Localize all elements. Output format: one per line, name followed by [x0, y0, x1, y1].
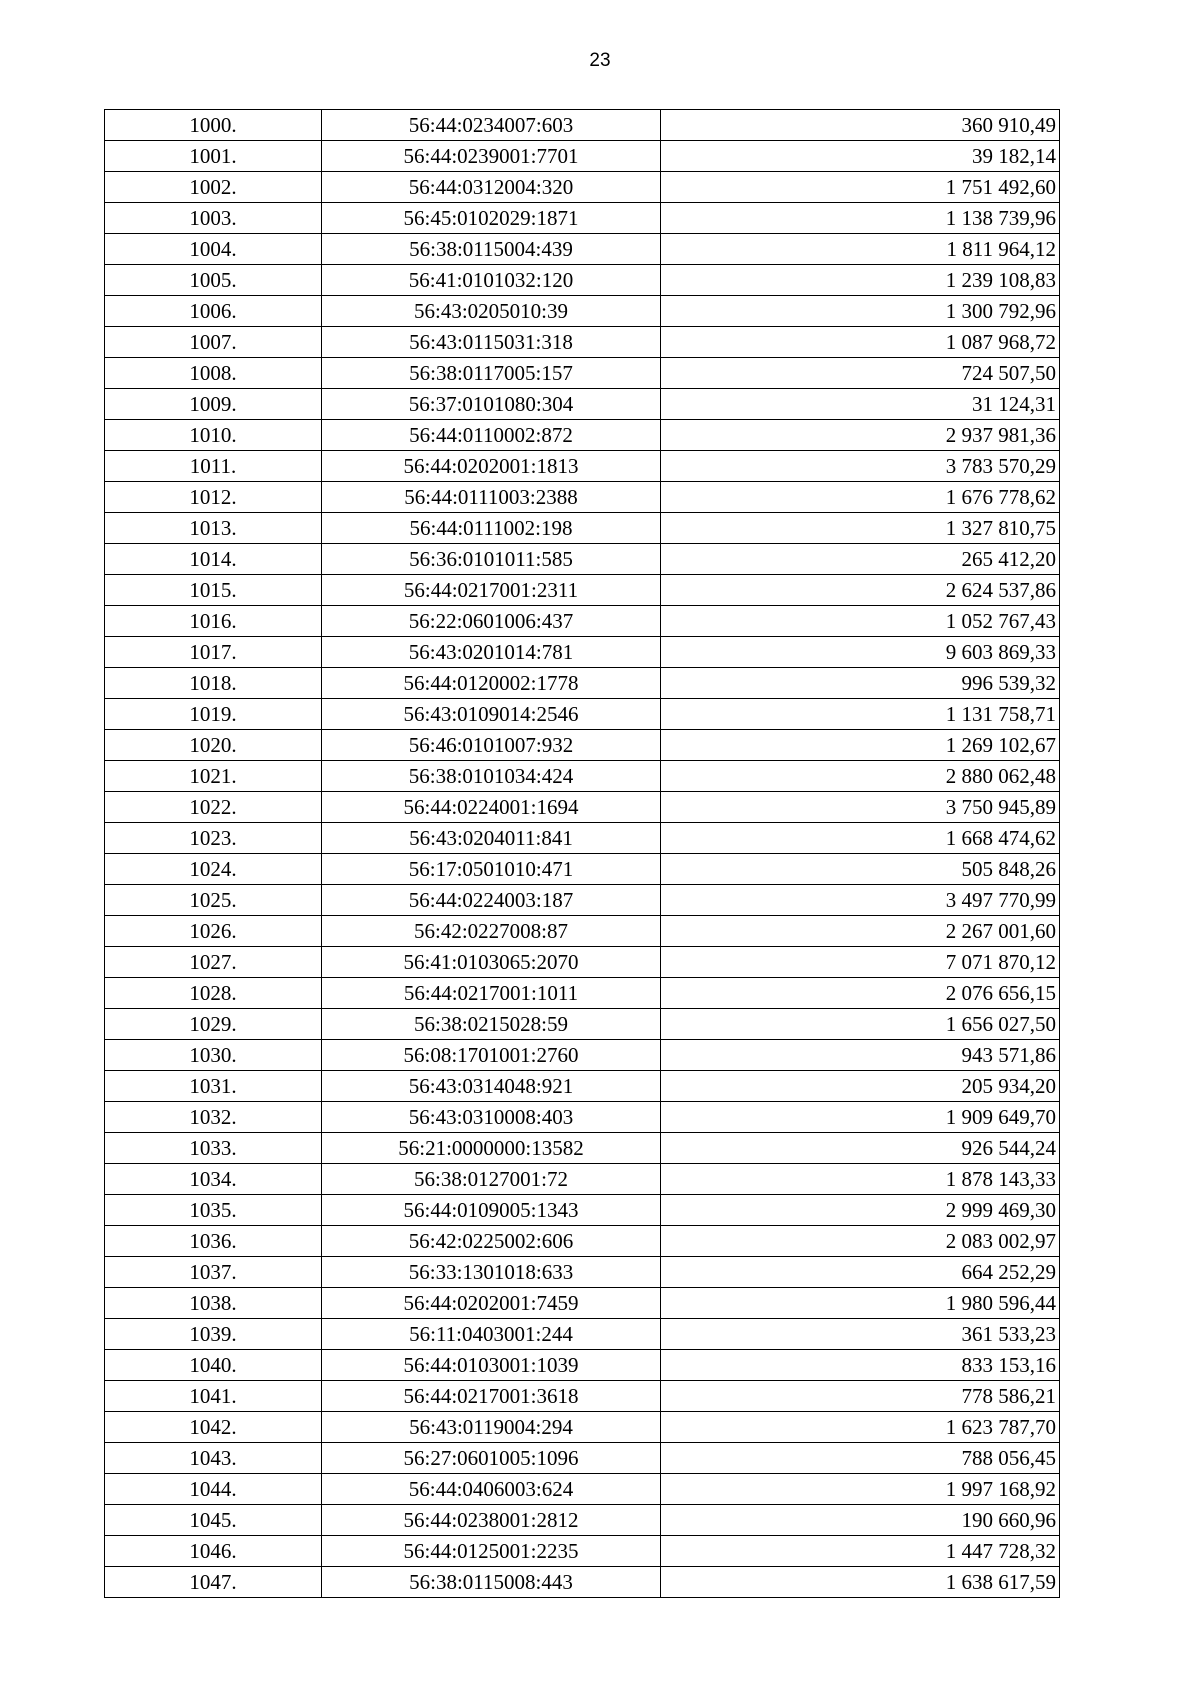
table-row — [105, 296, 1060, 327]
row-number-cell: 1029. — [105, 1009, 322, 1040]
row-number-cell: 1023. — [105, 823, 322, 854]
table-row — [105, 141, 1060, 172]
cadastral-value-cell: 3 497 770,99 — [661, 885, 1060, 916]
cadastral-value-cell: 996 539,32 — [661, 668, 1060, 699]
cadastral-value-cell: 1 980 596,44 — [661, 1288, 1060, 1319]
cadastral-number-cell: 56:17:0501010:471 — [322, 854, 661, 885]
table-row — [105, 730, 1060, 761]
table-row — [105, 1040, 1060, 1071]
row-number-cell: 1022. — [105, 792, 322, 823]
table-row — [105, 761, 1060, 792]
row-number-cell: 1020. — [105, 730, 322, 761]
cadastral-value-cell: 265 412,20 — [661, 544, 1060, 575]
cadastral-value-cell: 1 811 964,12 — [661, 234, 1060, 265]
cadastral-value-cell: 360 910,49 — [661, 110, 1060, 141]
table-row — [105, 1257, 1060, 1288]
row-number-cell: 1003. — [105, 203, 322, 234]
cadastral-number-cell: 56:43:0314048:921 — [322, 1071, 661, 1102]
cadastral-value-cell: 1 909 649,70 — [661, 1102, 1060, 1133]
cadastral-value-cell: 1 447 728,32 — [661, 1536, 1060, 1567]
cadastral-number-cell: 56:08:1701001:2760 — [322, 1040, 661, 1071]
cadastral-value-cell: 2 083 002,97 — [661, 1226, 1060, 1257]
cadastral-value-cell: 3 750 945,89 — [661, 792, 1060, 823]
cadastral-value-cell: 1 676 778,62 — [661, 482, 1060, 513]
cadastral-value-cell: 1 131 758,71 — [661, 699, 1060, 730]
table-row — [105, 606, 1060, 637]
cadastral-number-cell: 56:42:0227008:87 — [322, 916, 661, 947]
row-number-cell: 1006. — [105, 296, 322, 327]
cadastral-number-cell: 56:36:0101011:585 — [322, 544, 661, 575]
row-number-cell: 1045. — [105, 1505, 322, 1536]
cadastral-value-cell: 788 056,45 — [661, 1443, 1060, 1474]
row-number-cell: 1037. — [105, 1257, 322, 1288]
table-row — [105, 513, 1060, 544]
table-row — [105, 792, 1060, 823]
cadastral-number-cell: 56:45:0102029:1871 — [322, 203, 661, 234]
cadastral-number-cell: 56:44:0110002:872 — [322, 420, 661, 451]
cadastral-value-cell: 2 267 001,60 — [661, 916, 1060, 947]
row-number-cell: 1032. — [105, 1102, 322, 1133]
cadastral-number-cell: 56:38:0127001:72 — [322, 1164, 661, 1195]
table-row — [105, 1288, 1060, 1319]
row-number-cell: 1046. — [105, 1536, 322, 1567]
cadastral-value-cell: 1 878 143,33 — [661, 1164, 1060, 1195]
cadastral-number-cell: 56:44:0217001:2311 — [322, 575, 661, 606]
row-number-cell: 1001. — [105, 141, 322, 172]
row-number-cell: 1009. — [105, 389, 322, 420]
cadastral-number-cell: 56:42:0225002:606 — [322, 1226, 661, 1257]
row-number-cell: 1011. — [105, 451, 322, 482]
row-number-cell: 1028. — [105, 978, 322, 1009]
row-number-cell: 1035. — [105, 1195, 322, 1226]
table-row — [105, 1350, 1060, 1381]
row-number-cell: 1039. — [105, 1319, 322, 1350]
table-row — [105, 1505, 1060, 1536]
cadastral-number-cell: 56:44:0312004:320 — [322, 172, 661, 203]
row-number-cell: 1041. — [105, 1381, 322, 1412]
cadastral-value-cell: 9 603 869,33 — [661, 637, 1060, 668]
row-number-cell: 1013. — [105, 513, 322, 544]
row-number-cell: 1002. — [105, 172, 322, 203]
cadastral-value-cell: 1 668 474,62 — [661, 823, 1060, 854]
table-row — [105, 823, 1060, 854]
row-number-cell: 1025. — [105, 885, 322, 916]
cadastral-value-cell: 833 153,16 — [661, 1350, 1060, 1381]
cadastral-value-cell: 943 571,86 — [661, 1040, 1060, 1071]
cadastral-number-cell: 56:22:0601006:437 — [322, 606, 661, 637]
cadastral-value-cell: 3 783 570,29 — [661, 451, 1060, 482]
row-number-cell: 1034. — [105, 1164, 322, 1195]
cadastral-number-cell: 56:44:0103001:1039 — [322, 1350, 661, 1381]
cadastral-number-cell: 56:44:0238001:2812 — [322, 1505, 661, 1536]
table-row — [105, 1443, 1060, 1474]
cadastral-number-cell: 56:44:0109005:1343 — [322, 1195, 661, 1226]
cadastral-number-cell: 56:43:0204011:841 — [322, 823, 661, 854]
cadastral-number-cell: 56:44:0234007:603 — [322, 110, 661, 141]
row-number-cell: 1043. — [105, 1443, 322, 1474]
row-number-cell: 1010. — [105, 420, 322, 451]
cadastral-number-cell: 56:44:0202001:7459 — [322, 1288, 661, 1319]
row-number-cell: 1036. — [105, 1226, 322, 1257]
page-number: 23 — [589, 50, 611, 71]
cadastral-number-cell: 56:44:0120002:1778 — [322, 668, 661, 699]
cadastral-number-cell: 56:41:0101032:120 — [322, 265, 661, 296]
table-row — [105, 1319, 1060, 1350]
table-row — [105, 110, 1060, 141]
cadastral-value-cell: 1 751 492,60 — [661, 172, 1060, 203]
cadastral-number-cell: 56:44:0224003:187 — [322, 885, 661, 916]
table-row — [105, 203, 1060, 234]
cadastral-number-cell: 56:46:0101007:932 — [322, 730, 661, 761]
cadastral-value-cell: 1 997 168,92 — [661, 1474, 1060, 1505]
table-row — [105, 637, 1060, 668]
table-row — [105, 451, 1060, 482]
cadastral-value-cell: 2 076 656,15 — [661, 978, 1060, 1009]
cadastral-number-cell: 56:27:0601005:1096 — [322, 1443, 661, 1474]
cadastral-value-cell: 1 052 767,43 — [661, 606, 1060, 637]
cadastral-number-cell: 56:44:0111002:198 — [322, 513, 661, 544]
table-row — [105, 1164, 1060, 1195]
cadastral-number-cell: 56:44:0406003:624 — [322, 1474, 661, 1505]
cadastral-number-cell: 56:41:0103065:2070 — [322, 947, 661, 978]
row-number-cell: 1040. — [105, 1350, 322, 1381]
row-number-cell: 1030. — [105, 1040, 322, 1071]
cadastral-number-cell: 56:43:0109014:2546 — [322, 699, 661, 730]
row-number-cell: 1016. — [105, 606, 322, 637]
row-number-cell: 1004. — [105, 234, 322, 265]
cadastral-number-cell: 56:43:0310008:403 — [322, 1102, 661, 1133]
table-row — [105, 1071, 1060, 1102]
row-number-cell: 1033. — [105, 1133, 322, 1164]
table-body — [105, 110, 1060, 1598]
row-number-cell: 1018. — [105, 668, 322, 699]
table-row — [105, 668, 1060, 699]
table-row — [105, 1133, 1060, 1164]
row-number-cell: 1007. — [105, 327, 322, 358]
cadastral-number-cell: 56:44:0217001:3618 — [322, 1381, 661, 1412]
row-number-cell: 1021. — [105, 761, 322, 792]
cadastral-value-cell: 664 252,29 — [661, 1257, 1060, 1288]
row-number-cell: 1014. — [105, 544, 322, 575]
cadastral-value-table — [104, 109, 1060, 1598]
table-row — [105, 389, 1060, 420]
table-row — [105, 699, 1060, 730]
row-number-cell: 1005. — [105, 265, 322, 296]
table-row — [105, 1536, 1060, 1567]
row-number-cell: 1027. — [105, 947, 322, 978]
cadastral-value-cell: 2 937 981,36 — [661, 420, 1060, 451]
cadastral-number-cell: 56:44:0111003:2388 — [322, 482, 661, 513]
cadastral-value-cell: 1 138 739,96 — [661, 203, 1060, 234]
cadastral-value-cell: 2 624 537,86 — [661, 575, 1060, 606]
cadastral-number-cell: 56:37:0101080:304 — [322, 389, 661, 420]
cadastral-number-cell: 56:43:0119004:294 — [322, 1412, 661, 1443]
table-row — [105, 1412, 1060, 1443]
cadastral-value-cell: 1 269 102,67 — [661, 730, 1060, 761]
table-row — [105, 854, 1060, 885]
row-number-cell: 1017. — [105, 637, 322, 668]
row-number-cell: 1024. — [105, 854, 322, 885]
row-number-cell: 1012. — [105, 482, 322, 513]
table-row — [105, 482, 1060, 513]
table-row — [105, 916, 1060, 947]
cadastral-number-cell: 56:21:0000000:13582 — [322, 1133, 661, 1164]
cadastral-number-cell: 56:38:0101034:424 — [322, 761, 661, 792]
table-row — [105, 978, 1060, 1009]
table-row — [105, 885, 1060, 916]
table-row — [105, 420, 1060, 451]
row-number-cell: 1000. — [105, 110, 322, 141]
table-row — [105, 575, 1060, 606]
cadastral-value-cell: 2 999 469,30 — [661, 1195, 1060, 1226]
table-row — [105, 1195, 1060, 1226]
cadastral-number-cell: 56:44:0202001:1813 — [322, 451, 661, 482]
cadastral-value-cell: 39 182,14 — [661, 141, 1060, 172]
cadastral-value-cell: 7 071 870,12 — [661, 947, 1060, 978]
cadastral-value-cell: 724 507,50 — [661, 358, 1060, 389]
cadastral-value-cell: 31 124,31 — [661, 389, 1060, 420]
row-number-cell: 1015. — [105, 575, 322, 606]
row-number-cell: 1031. — [105, 1071, 322, 1102]
cadastral-number-cell: 56:43:0201014:781 — [322, 637, 661, 668]
table-row — [105, 1474, 1060, 1505]
table-row — [105, 1381, 1060, 1412]
cadastral-value-cell: 1 638 617,59 — [661, 1567, 1060, 1598]
cadastral-number-cell: 56:44:0239001:7701 — [322, 141, 661, 172]
row-number-cell: 1047. — [105, 1567, 322, 1598]
row-number-cell: 1042. — [105, 1412, 322, 1443]
cadastral-value-cell: 2 880 062,48 — [661, 761, 1060, 792]
cadastral-number-cell: 56:44:0125001:2235 — [322, 1536, 661, 1567]
cadastral-number-cell: 56:11:0403001:244 — [322, 1319, 661, 1350]
table-row — [105, 1567, 1060, 1598]
table-row — [105, 947, 1060, 978]
cadastral-value-cell: 1 327 810,75 — [661, 513, 1060, 544]
table-row — [105, 327, 1060, 358]
table-row — [105, 265, 1060, 296]
cadastral-number-cell: 56:33:1301018:633 — [322, 1257, 661, 1288]
row-number-cell: 1044. — [105, 1474, 322, 1505]
row-number-cell: 1008. — [105, 358, 322, 389]
table-row — [105, 1226, 1060, 1257]
cadastral-value-cell: 1 239 108,83 — [661, 265, 1060, 296]
cadastral-value-cell: 190 660,96 — [661, 1505, 1060, 1536]
table-row — [105, 1102, 1060, 1133]
cadastral-number-cell: 56:38:0115008:443 — [322, 1567, 661, 1598]
cadastral-value-cell: 505 848,26 — [661, 854, 1060, 885]
table-row — [105, 172, 1060, 203]
table-row — [105, 358, 1060, 389]
table-row — [105, 1009, 1060, 1040]
cadastral-number-cell: 56:44:0224001:1694 — [322, 792, 661, 823]
cadastral-value-cell: 205 934,20 — [661, 1071, 1060, 1102]
cadastral-value-cell: 778 586,21 — [661, 1381, 1060, 1412]
cadastral-value-cell: 1 300 792,96 — [661, 296, 1060, 327]
cadastral-number-cell: 56:38:0117005:157 — [322, 358, 661, 389]
row-number-cell: 1038. — [105, 1288, 322, 1319]
table-row — [105, 544, 1060, 575]
row-number-cell: 1026. — [105, 916, 322, 947]
cadastral-number-cell: 56:43:0115031:318 — [322, 327, 661, 358]
cadastral-value-cell: 1 656 027,50 — [661, 1009, 1060, 1040]
cadastral-value-cell: 1 623 787,70 — [661, 1412, 1060, 1443]
cadastral-value-cell: 361 533,23 — [661, 1319, 1060, 1350]
row-number-cell: 1019. — [105, 699, 322, 730]
cadastral-number-cell: 56:38:0115004:439 — [322, 234, 661, 265]
cadastral-number-cell: 56:38:0215028:59 — [322, 1009, 661, 1040]
cadastral-number-cell: 56:44:0217001:1011 — [322, 978, 661, 1009]
cadastral-number-cell: 56:43:0205010:39 — [322, 296, 661, 327]
cadastral-value-cell: 1 087 968,72 — [661, 327, 1060, 358]
cadastral-value-cell: 926 544,24 — [661, 1133, 1060, 1164]
table-row — [105, 234, 1060, 265]
